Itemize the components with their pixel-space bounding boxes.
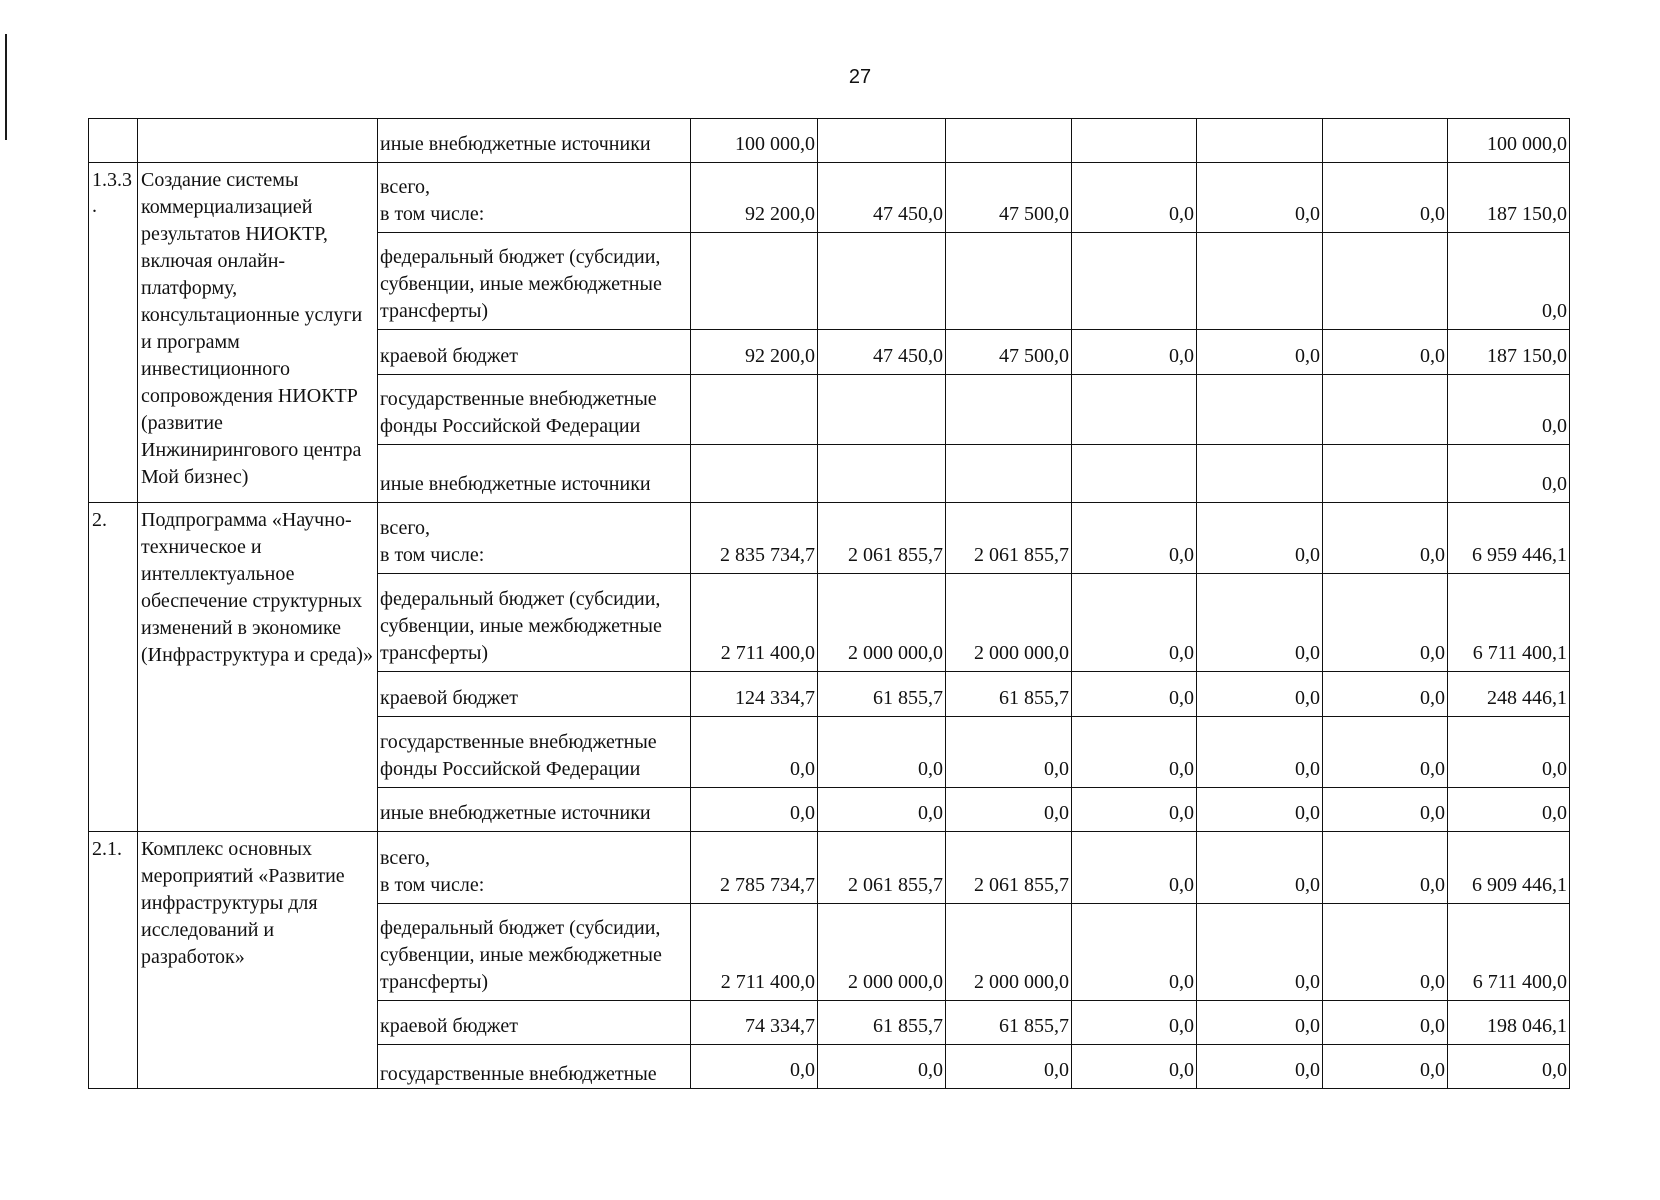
value-cell: 0,0 — [1072, 1045, 1197, 1089]
value-cell: 47 450,0 — [818, 330, 946, 375]
value-cell — [946, 119, 1072, 163]
value-cell: 2 000 000,0 — [946, 574, 1072, 672]
value-cell: 0,0 — [1072, 788, 1197, 832]
value-cell: 74 334,7 — [691, 1001, 818, 1045]
value-cell: 0,0 — [1323, 1045, 1448, 1089]
value-cell — [818, 445, 946, 503]
value-cell: 198 046,1 — [1448, 1001, 1570, 1045]
funding-source-cell: краевой бюджет — [378, 672, 691, 717]
value-cell: 0,0 — [1072, 1001, 1197, 1045]
row-index-cell — [89, 119, 138, 163]
value-cell: 2 785 734,7 — [691, 832, 818, 904]
value-cell: 0,0 — [1323, 330, 1448, 375]
table-row — [89, 163, 1570, 233]
page-number: 27 — [848, 66, 872, 88]
value-cell: 6 959 446,1 — [1448, 503, 1570, 574]
funding-source-cell: государственные внебюджетные фонды Российской Федерации — [378, 717, 691, 788]
funding-source-cell: государственные внебюджетные — [378, 1045, 691, 1089]
measure-name-cell: Создание системы коммерциализацией результатов НИОКТР, включая онлайн-платформу, консультационные услуги и программ инвестиционного сопровождения НИОКТР (развитие Инжинирингового центра Мой бизнес) — [138, 163, 378, 503]
measure-name-cell — [138, 119, 378, 163]
value-cell: 2 061 855,7 — [946, 503, 1072, 574]
value-cell: 0,0 — [1323, 717, 1448, 788]
value-cell: 124 334,7 — [691, 672, 818, 717]
value-cell — [946, 233, 1072, 330]
value-cell: 6 711 400,0 — [1448, 904, 1570, 1001]
value-cell: 2 061 855,7 — [818, 503, 946, 574]
value-cell: 2 711 400,0 — [691, 904, 818, 1001]
value-cell: 0,0 — [1323, 503, 1448, 574]
value-cell: 100 000,0 — [691, 119, 818, 163]
value-cell: 2 061 855,7 — [946, 832, 1072, 904]
value-cell: 100 000,0 — [1448, 119, 1570, 163]
value-cell: 0,0 — [1072, 717, 1197, 788]
value-cell: 0,0 — [1197, 330, 1323, 375]
value-cell: 0,0 — [818, 788, 946, 832]
value-cell: 0,0 — [1323, 574, 1448, 672]
funding-source-cell: федеральный бюджет (субсидии, субвенции, иные межбюджетные трансферты) — [378, 574, 691, 672]
value-cell: 248 446,1 — [1448, 672, 1570, 717]
value-cell: 0,0 — [1448, 375, 1570, 445]
value-cell: 0,0 — [1448, 788, 1570, 832]
funding-source-cell: всего, в том числе: — [378, 503, 691, 574]
row-index-cell: 2.1. — [89, 832, 138, 1089]
value-cell: 0,0 — [1323, 1001, 1448, 1045]
value-cell: 0,0 — [1197, 788, 1323, 832]
value-cell: 187 150,0 — [1448, 163, 1570, 233]
value-cell — [1072, 119, 1197, 163]
value-cell — [1197, 233, 1323, 330]
funding-source-cell: иные внебюджетные источники — [378, 119, 691, 163]
row-index-cell: 2. — [89, 503, 138, 832]
value-cell: 0,0 — [1197, 1001, 1323, 1045]
value-cell: 0,0 — [1072, 672, 1197, 717]
value-cell — [1197, 445, 1323, 503]
value-cell: 0,0 — [818, 1045, 946, 1089]
value-cell — [691, 445, 818, 503]
table-row — [89, 503, 1570, 574]
value-cell — [818, 375, 946, 445]
funding-source-cell: всего, в том числе: — [378, 832, 691, 904]
value-cell — [818, 119, 946, 163]
value-cell — [1197, 375, 1323, 445]
value-cell: 0,0 — [818, 717, 946, 788]
value-cell: 0,0 — [1323, 832, 1448, 904]
value-cell: 0,0 — [691, 717, 818, 788]
value-cell — [1072, 445, 1197, 503]
value-cell: 0,0 — [946, 788, 1072, 832]
measure-name-cell: Комплекс основных мероприятий «Развитие инфраструктуры для исследований и разработок» — [138, 832, 378, 1089]
funding-source-cell: государственные внебюджетные фонды Российской Федерации — [378, 375, 691, 445]
value-cell — [1323, 375, 1448, 445]
funding-source-cell: иные внебюджетные источники — [378, 788, 691, 832]
row-index-cell: 1.3.3 . — [89, 163, 138, 503]
funding-source-cell: федеральный бюджет (субсидии, субвенции, иные межбюджетные трансферты) — [378, 904, 691, 1001]
value-cell: 0,0 — [946, 717, 1072, 788]
budget-table — [88, 118, 1570, 1089]
value-cell: 0,0 — [1448, 1045, 1570, 1089]
value-cell: 0,0 — [1323, 163, 1448, 233]
value-cell — [946, 445, 1072, 503]
value-cell: 0,0 — [1323, 904, 1448, 1001]
value-cell: 2 061 855,7 — [818, 832, 946, 904]
value-cell: 0,0 — [1448, 717, 1570, 788]
value-cell: 0,0 — [1448, 233, 1570, 330]
value-cell: 0,0 — [946, 1045, 1072, 1089]
value-cell: 0,0 — [1072, 832, 1197, 904]
value-cell: 0,0 — [1323, 788, 1448, 832]
value-cell: 0,0 — [1197, 163, 1323, 233]
value-cell — [818, 233, 946, 330]
value-cell: 2 711 400,0 — [691, 574, 818, 672]
value-cell: 187 150,0 — [1448, 330, 1570, 375]
value-cell: 0,0 — [1197, 503, 1323, 574]
value-cell: 0,0 — [691, 1045, 818, 1089]
value-cell: 92 200,0 — [691, 330, 818, 375]
table-row — [89, 832, 1570, 904]
measure-name-cell: Подпрограмма «Научно-техническое и интеллектуальное обеспечение структурных изменений в экономике (Инфраструктура и среда)» — [138, 503, 378, 832]
value-cell: 2 000 000,0 — [818, 574, 946, 672]
funding-source-cell: иные внебюджетные источники — [378, 445, 691, 503]
funding-source-cell: федеральный бюджет (субсидии, субвенции, иные межбюджетные трансферты) — [378, 233, 691, 330]
funding-source-cell: всего, в том числе: — [378, 163, 691, 233]
value-cell: 0,0 — [1197, 1045, 1323, 1089]
value-cell: 0,0 — [1448, 445, 1570, 503]
value-cell — [1323, 445, 1448, 503]
value-cell: 0,0 — [1197, 717, 1323, 788]
value-cell — [1323, 119, 1448, 163]
value-cell — [1072, 375, 1197, 445]
value-cell: 2 000 000,0 — [946, 904, 1072, 1001]
value-cell — [1323, 233, 1448, 330]
value-cell: 47 450,0 — [818, 163, 946, 233]
value-cell: 92 200,0 — [691, 163, 818, 233]
value-cell: 0,0 — [691, 788, 818, 832]
value-cell: 6 909 446,1 — [1448, 832, 1570, 904]
value-cell: 61 855,7 — [946, 672, 1072, 717]
value-cell: 0,0 — [1072, 163, 1197, 233]
value-cell: 61 855,7 — [818, 672, 946, 717]
value-cell: 6 711 400,1 — [1448, 574, 1570, 672]
value-cell: 61 855,7 — [818, 1001, 946, 1045]
value-cell: 0,0 — [1197, 832, 1323, 904]
value-cell: 0,0 — [1323, 672, 1448, 717]
value-cell: 2 835 734,7 — [691, 503, 818, 574]
value-cell: 0,0 — [1072, 330, 1197, 375]
value-cell: 0,0 — [1072, 503, 1197, 574]
value-cell: 47 500,0 — [946, 163, 1072, 233]
value-cell: 0,0 — [1072, 574, 1197, 672]
value-cell — [1072, 233, 1197, 330]
funding-source-cell: краевой бюджет — [378, 1001, 691, 1045]
value-cell: 61 855,7 — [946, 1001, 1072, 1045]
funding-source-cell: краевой бюджет — [378, 330, 691, 375]
value-cell: 0,0 — [1197, 574, 1323, 672]
value-cell — [1197, 119, 1323, 163]
value-cell — [946, 375, 1072, 445]
value-cell: 0,0 — [1197, 672, 1323, 717]
value-cell: 47 500,0 — [946, 330, 1072, 375]
value-cell: 0,0 — [1072, 904, 1197, 1001]
value-cell — [691, 375, 818, 445]
value-cell: 2 000 000,0 — [818, 904, 946, 1001]
value-cell — [691, 233, 818, 330]
value-cell: 0,0 — [1197, 904, 1323, 1001]
table-row — [89, 119, 1570, 163]
